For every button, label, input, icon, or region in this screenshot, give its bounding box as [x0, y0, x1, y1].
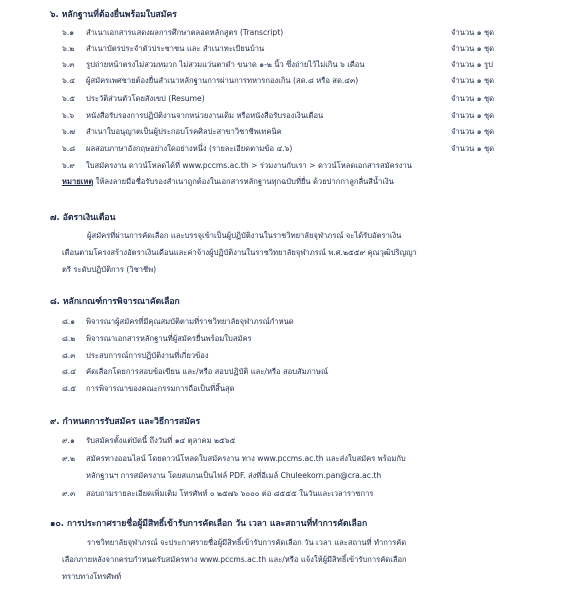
- announcement-paragraph-line: เลือกภายหลังจากครบกำหนดรับสมัครทาง www.pccms.ac.th และ/หรือ แจ้งให้ผู้มีสิทธิ์เข้ารับการคัดเลือก: [62, 555, 407, 564]
- item-number: ๙.๒: [62, 454, 75, 463]
- item-text: คัดเลือกโดยการสอบข้อเขียน และ/หรือ สอบปฏิบัติ และ/หรือ สอบสัมภาษณ์: [86, 367, 328, 376]
- item-text: ผลสอบภาษาอังกฤษอย่างใดอย่างหนึ่ง (รายละเอียดตามข้อ ๔.๖): [86, 144, 293, 153]
- item-text: สำเนาใบอนุญาตเป็นผู้ประกอบโรคศิลปะสาขาวิชาชีพเทคนิค: [86, 127, 282, 136]
- item-number: ๘.๕: [62, 384, 77, 393]
- item-number: ๖.๙: [62, 161, 75, 170]
- item-number: ๘.๑: [62, 317, 76, 326]
- item-text: สำเนาบัตรประจำตัวประชาชน และ สำเนาทะเบียนบ้าน: [86, 44, 265, 53]
- announcement-paragraph-line: ทราบทางโทรศัพท์: [62, 572, 122, 581]
- item-text: สอบถามรายละเอียดเพิ่มเติม โทรศัพท์ ๐ ๒๕๗๖ ๖๐๐๐ ต่อ ๘๕๕๕ ในวันและเวลาราชการ: [86, 489, 374, 498]
- note-text: ให้ลงลายมือชื่อรับรองสำเนาถูกต้องในเอกสารหลักฐานทุกฉบับที่ยื่น ด้วยปากกาลูกลื่นสีน้ำเงิน: [93, 177, 394, 186]
- item-text: หลักฐานฯ การสมัครงาน โดยสแกนเป็นไฟล์ PDF. ส่งที่อีเมล์ Chuleekorn.pan@cra.ac.th: [86, 471, 382, 480]
- salary-paragraph-line: ผู้สมัครที่ผ่านการคัดเลือก และบรรจุเข้าเป็นผู้ปฏิบัติงานในราชวิทยาลัยจุฬาภรณ์ จะได้รับอัตราเงิน: [87, 231, 402, 240]
- item-text: ผู้สมัครเพศชายต้องยื่นสำเนาหลักฐานการผ่านการทหารกองเกิน (สด.๘ หรือ สด.๔๓): [86, 76, 359, 85]
- item-quantity: จำนวน ๑ ชุด: [451, 144, 495, 153]
- note-line: [62, 178, 394, 186]
- item-number: ๙.๓: [62, 489, 76, 498]
- item-number: ๖.๘: [62, 144, 76, 153]
- item-number: ๘.๓: [62, 351, 76, 360]
- item-number: ๖.๖: [62, 111, 75, 120]
- section-9-heading: ๙. กำหนดการรับสมัคร และวิธีการสมัคร: [50, 417, 201, 427]
- item-number: ๖.๑: [62, 28, 75, 37]
- item-number: ๖.๓: [62, 60, 75, 69]
- note-label: หมายเหตุ: [62, 177, 94, 186]
- section-10-heading: ๑๐. การประกาศรายชื่อผู้มีสิทธิ์เข้ารับการคัดเลือก วัน เวลา และสถานที่ทำการคัดเลือก: [50, 519, 368, 529]
- item-text: รับสมัครตั้งแต่บัดนี้ ถึงวันที่ ๑๔ ตุลาคม ๒๕๖๕: [86, 436, 236, 445]
- section-6-heading: ๖. หลักฐานที่ต้องยื่นพร้อมใบสมัคร: [50, 10, 177, 20]
- item-number: ๙.๑: [62, 436, 75, 445]
- section-7-heading: ๗. อัตราเงินเดือน: [50, 213, 116, 223]
- item-number: ๖.๗: [62, 127, 75, 136]
- item-quantity: จำนวน ๑ ชุด: [451, 94, 495, 103]
- item-text: พิจารณาเอกสารหลักฐานที่ผู้สมัครยื่นพร้อมใบสมัคร: [86, 334, 252, 343]
- item-text: การพิจารณาของคณะกรรมการถือเป็นที่สิ้นสุด: [86, 384, 235, 393]
- item-quantity: จำนวน ๑ ชุด: [451, 127, 495, 136]
- item-text: ใบสมัครงาน ดาวน์โหลดได้ที่ www.pccms.ac.th > ร่วมงานกับเรา > ดาวน์โหลดเอกสารสมัครงาน: [86, 161, 412, 170]
- item-quantity: จำนวน ๑ ชุด: [451, 28, 495, 37]
- item-quantity: จำนวน ๑ รูป: [451, 60, 493, 69]
- item-number: ๖.๒: [62, 44, 75, 53]
- item-number: ๘.๔: [62, 367, 77, 376]
- item-text: สำเนาเอกสารแสดงผลการศึกษาตลอดหลักสูตร (Transcript): [86, 28, 284, 37]
- item-quantity: จำนวน ๑ ชุด: [451, 44, 495, 53]
- item-number: ๖.๕: [62, 94, 75, 103]
- item-text: ประสบการณ์การปฏิบัติงานที่เกี่ยวข้อง: [86, 351, 209, 360]
- item-quantity: จำนวน ๑ ชุด: [451, 76, 495, 85]
- salary-paragraph-line: เดือนตามโครงสร้างอัตราเงินเดือนและค่าจ้างผู้ปฏิบัติงานในราชวิทยาลัยจุฬาภรณ์ พ.ศ.๒๕๕๙ คุณวุฒิปริญญา: [62, 248, 417, 257]
- section-8-heading: ๘. หลักเกณฑ์การพิจารณาคัดเลือก: [50, 297, 180, 307]
- salary-paragraph-line: ตรี ระดับปฏิบัติการ (วิชาชีพ): [62, 265, 157, 274]
- announcement-paragraph-line: ราชวิทยาลัยจุฬาภรณ์ จะประกาศรายชื่อผู้มีสิทธิ์เข้ารับการคัดเลือก วัน เวลา และสถานที่ ทำการคัด: [87, 538, 407, 547]
- item-text: พิจารณาผู้สมัครที่มีคุณสมบัติตามที่ราชวิทยาลัยจุฬาภรณ์กำหนด: [86, 317, 294, 326]
- item-quantity: จำนวน ๑ ชุด: [451, 111, 495, 120]
- item-text: หนังสือรับรองการปฏิบัติงานจากหน่วยงานเดิม หรือหนังสือรับรองเงินเดือน: [86, 111, 324, 120]
- item-text: รูปถ่ายหน้าตรงไม่สวมหมวก ไม่สวมแว่นตาดำ ขนาด ๑-๒ นิ้ว ซึ่งถ่ายไว้ไม่เกิน ๖ เดือน: [86, 60, 365, 69]
- item-number: ๘.๒: [62, 334, 76, 343]
- item-number: ๖.๔: [62, 76, 75, 85]
- item-text: ประวัติส่วนตัวโดยสังเขป (Resume): [86, 94, 205, 103]
- item-text: สมัครทางออนไลน์ โดยดาวน์โหลดใบสมัครงาน ทาง www.pccms.ac.th และส่งใบสมัคร พร้อมกับ: [86, 454, 406, 463]
